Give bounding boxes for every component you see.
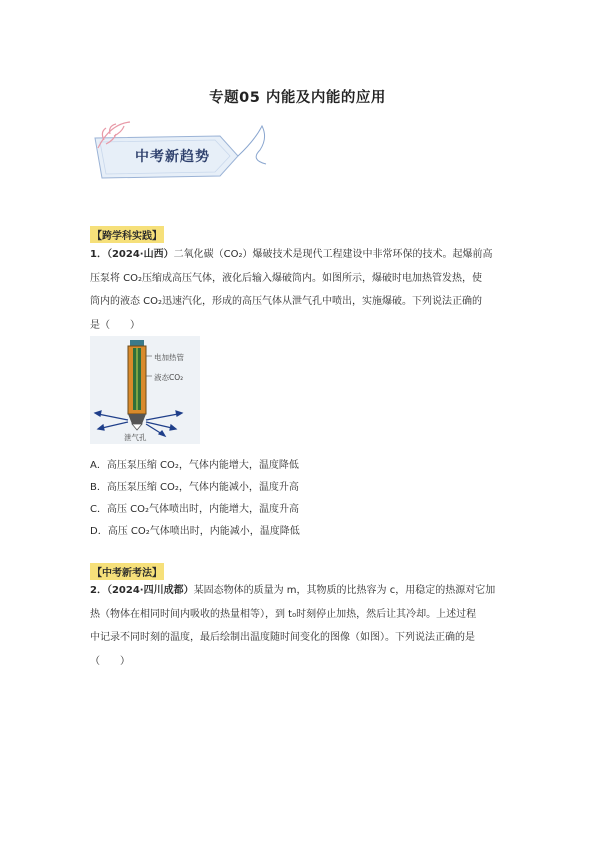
page-title: 专题05 内能及内能的应用 <box>209 90 386 106</box>
section-tag-interdisciplinary: 【跨学科实践】 <box>90 226 164 243</box>
question-text-line: 中记录不同时刻的温度，最后绘制出温度随时间变化的图像（如图）。下列说法正确的是 <box>90 632 475 643</box>
question-text-line: （ ） <box>90 655 130 667</box>
question-1 <box>90 243 510 337</box>
question-number: 1． <box>90 249 107 260</box>
question-text-line: 二氧化碳（CO₂）爆破技术是现代工程建设中非常环保的技术。起爆前高 <box>173 249 493 260</box>
label-heater: 电加热管 <box>154 353 184 362</box>
option-b: B．高压泵压缩 CO₂，气体内能减小，温度升高 <box>90 482 299 493</box>
question-text-line: 是（ ） <box>90 319 140 331</box>
question-source: （2024·四川成都） <box>106 585 194 596</box>
question-number: 2． <box>90 585 107 596</box>
banner-text: 中考新趋势 <box>135 149 210 165</box>
question-text-line: 热（物体在相同时间内吸收的热量相等），到 t₀时刻停止加热，然后让其冷却。上述过程 <box>90 608 477 620</box>
question-text-line: 某固态物体的质量为 m，其物质的比热容为 c，用稳定的热源对它加 <box>193 585 496 596</box>
question-text-line: 筒内的液态 CO₂迅速汽化，形成的高压气体从泄气孔中喷出，实施爆破。下列说法正确的 <box>90 296 483 307</box>
section-tag-new-method: 【中考新考法】 <box>90 563 164 580</box>
option-a: A．高压泵压缩 CO₂，气体内能增大，温度降低 <box>90 460 299 471</box>
option-c: C．高压 CO₂气体喷出时，内能增大，温度升高 <box>90 504 300 515</box>
label-vent: 泄气孔 <box>124 433 147 442</box>
question-source: （2024·山西） <box>106 249 174 260</box>
question-text-line: 压泵将 CO₂压缩成高压气体，液化后输入爆破筒内。如图所示，爆破时电加热管发热，使 <box>90 272 483 284</box>
label-liquid-co2: 液态CO₂ <box>154 373 184 382</box>
question-2 <box>90 579 510 673</box>
blasting-tube-figure <box>90 336 200 444</box>
option-d: D．高压 CO₂气体喷出时，内能减小，温度降低 <box>90 526 300 537</box>
